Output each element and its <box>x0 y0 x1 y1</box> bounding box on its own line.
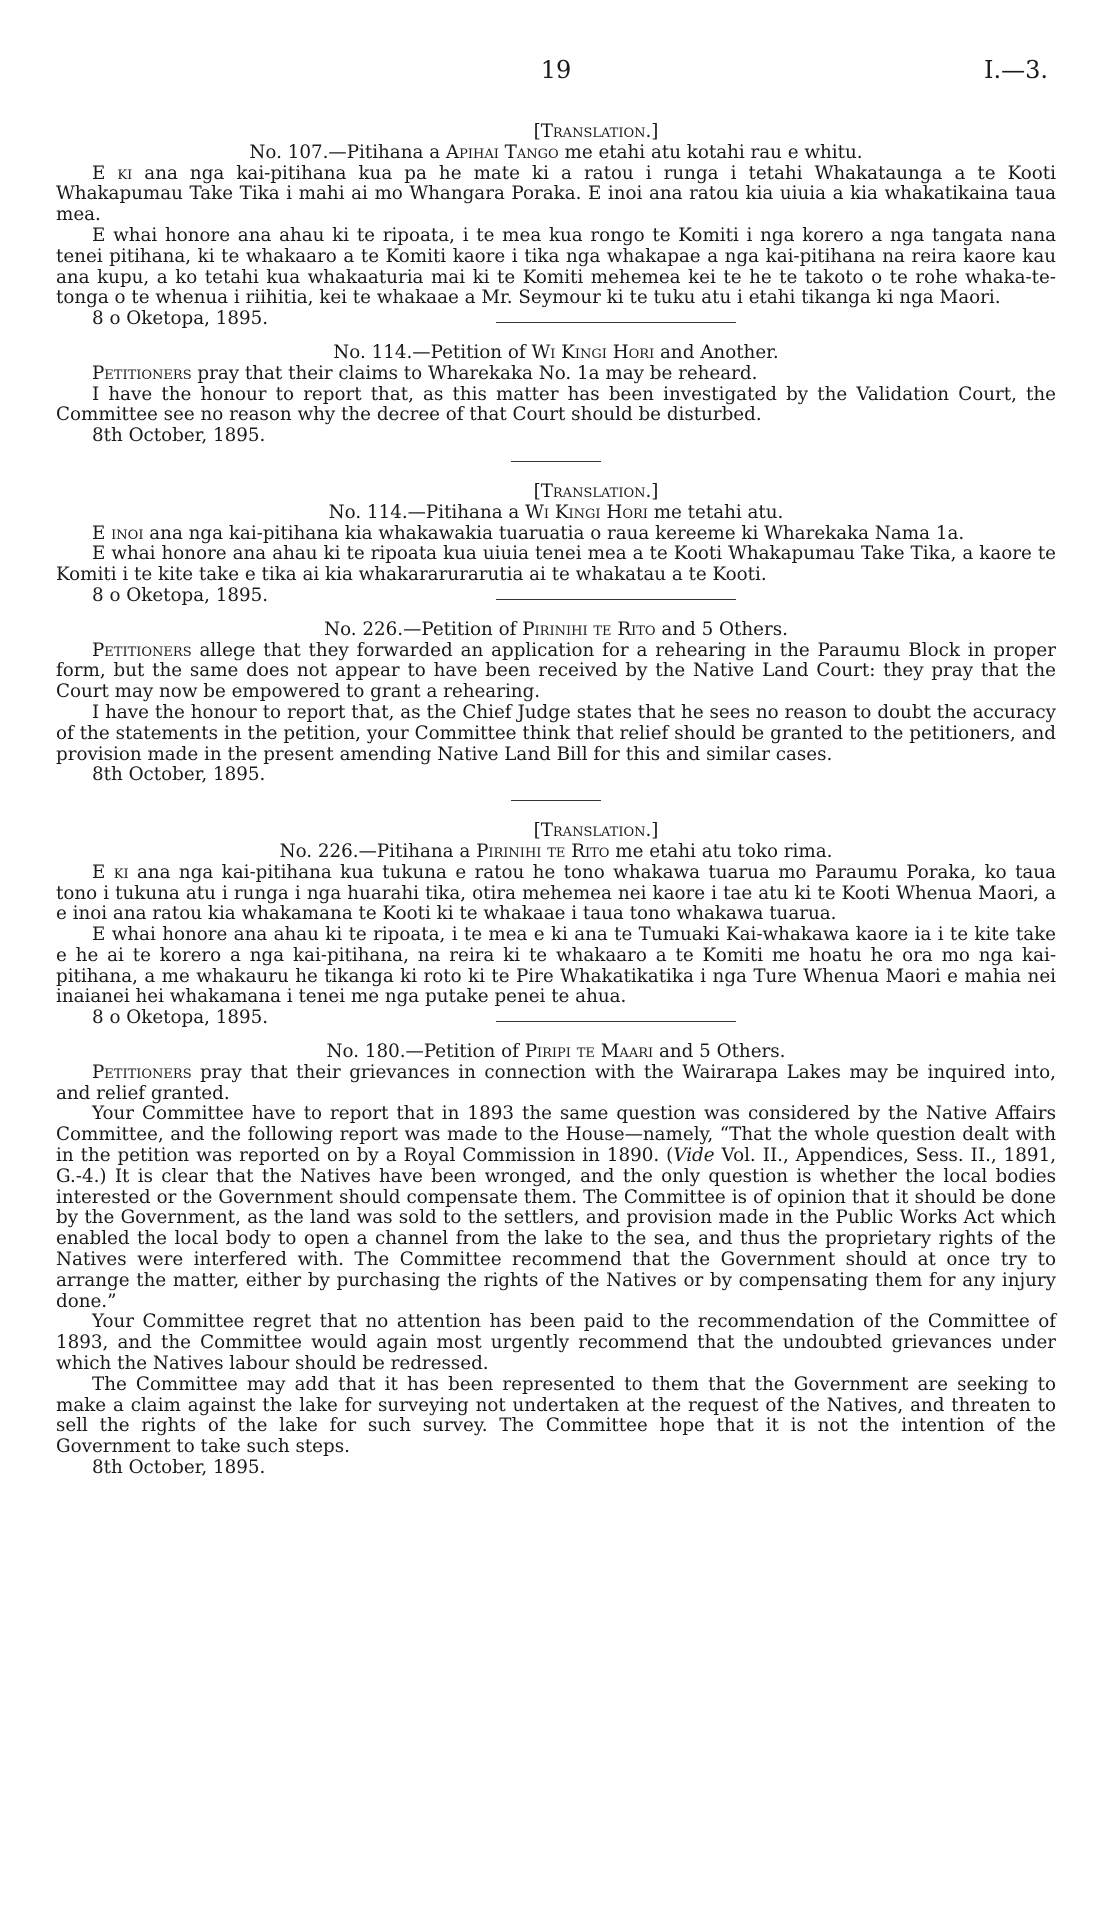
section-petition-226 <box>56 612 1056 801</box>
paragraph: Petitioners pray that their claims to Wharekaka No. 1a may be reheard. <box>92 362 758 384</box>
paragraph: E ki ana nga kai-pitihana kua pa he mate ki a ratou i runga i tetahi Whakataunga a te Kooti Whakapumau Take Tika i mahi ai mo Whangara Poraka. E inoi ana ratou kia uiuia a kia whakatikaina taua mea. <box>56 162 1056 226</box>
page-header <box>56 56 1056 94</box>
translation-label: [Translation.] <box>533 121 659 142</box>
section-date: 8 o Oketopa, 1895. <box>92 584 269 606</box>
section-petition-114 <box>56 335 1056 462</box>
paragraph: The Committee may add that it has been represented to them that the Government are seeking to make a claim against the lake for surveying not undertaken at the request of the Natives, and threaten to sell the rights of the lake for such survey. The Committee hope that it is not the intention of the Government to take such steps. <box>56 1373 1056 1458</box>
section-date: 8 o Oketopa, 1895. <box>92 308 269 330</box>
section-title: No. 226.—Pitihana a Pirinihi te Rito me etahi atu toko rima. <box>279 840 833 862</box>
document-page <box>56 56 1057 1479</box>
paragraph: E whai honore ana ahau ki te ripoata, i te mea e ki ana te Tumuaki Kai-whakawa kaore ia i te kite take e he ai te korero a nga kai-pitihana, na reira ki te whakaaro a te Komiti me hoatu he ora mo nga kai-pitihana, a me whakauru he tikanga ki roto ki te Pire Whakatikatika i nga Ture Whenua Maori e mahia nei inaianei hei whakamana i tenei me nga putake penei te ahua. <box>56 924 1056 1008</box>
paragraph: Petitioners allege that they forwarded an application for a rehearing in the Paraumu Block in proper form, but the same does not appear to have been received by the Native Land Court: they pray that the Court may now be empowered to grant a rehearing. <box>56 639 1056 703</box>
paragraph: I have the honour to report that, as the Chief Judge states that he sees no reason to doubt the accuracy of the statements in the petition, your Committee think that relief should be granted to the petitioners, and provision made in the present amending Native Land Bill for this and similar cases. <box>56 701 1056 765</box>
section-petition-107-translation <box>56 121 1056 330</box>
section-title: No. 226.—Petition of Pirinihi te Rito and 5 Others. <box>324 618 788 640</box>
section-title: No. 114.—Petition of Wi Kingi Hori and Another. <box>333 341 779 363</box>
section-date: 8 o Oketopa, 1895. <box>92 1007 269 1029</box>
section-title: No. 180.—Petition of Piripi te Maari and 5 Others. <box>326 1041 786 1063</box>
section-divider <box>511 461 601 462</box>
paragraph: Your Committee have to report that in 1893 the same question was considered by the Native Affairs Committee, and the following report was made to the House—namely, “That the whole question dealt with in the petition was reported on by a Royal Commission in 1890. (Vide Vol. II., Appendices, Sess. II., 1891, G.-4.) It is clear that the Natives have been wronged, and the only question is whether the local bodies interested or the Government should compensate them. The Committee is of opinion that it should be done by the Government, as the land was sold to the settlers, and provision made in the Public Works Act which enabled the local body to open a channel from the lake to the sea, and thus the proprietary rights of the Natives were interfered with. The Committee recommend that the Government should at once try to arrange the matter, either by purchasing the rights of the Natives or by compensating them for any injury done.” <box>56 1103 1057 1312</box>
section-date: 8th October, 1895. <box>92 1457 266 1479</box>
section-divider <box>496 599 736 600</box>
section-divider <box>511 800 601 801</box>
paragraph: E ki ana nga kai-pitihana kua tukuna e ratou he tono whakawa tuarua mo Paraumu Poraka, ko taua tono i tukuna atu i runga i nga huarahi tika, otira mehemea nei kaore i tae atu ki te Kooti Whenua Maori, a e inoi ana ratou kia whakamana te Kooti ki te whakaae i taua tono whakawa tuarua. <box>56 861 1056 925</box>
section-date: 8th October, 1895. <box>92 764 266 786</box>
document-reference: I.—3. <box>983 56 1048 84</box>
paragraph: E inoi ana nga kai-pitihana kia whakawakia tuaruatia o raua kereeme ki Wharekaka Nama 1a. <box>92 522 965 544</box>
translation-label: [Translation.] <box>533 480 659 502</box>
page-number: 19 <box>540 56 572 84</box>
section-petition-114-translation <box>56 480 1056 606</box>
section-title: No. 107.—Pitihana a Apihai Tango me etahi atu kotahi rau e whitu. <box>249 141 863 163</box>
paragraph: I have the honour to report that, as this matter has been investigated by the Validation Court, the Committee see no reason why the decree of that Court should be disturbed. <box>56 383 1056 426</box>
section-title: No. 114.—Pitihana a Wi Kingi Hori me tetahi atu. <box>328 501 784 523</box>
section-date: 8th October, 1895. <box>92 425 266 447</box>
section-petition-226-translation <box>56 820 1056 1029</box>
translation-label: [Translation.] <box>533 820 659 842</box>
paragraph: E whai honore ana ahau ki te ripoata kua uiuia tenei mea a te Kooti Whakapumau Take Tika, a kaore te Komiti i te kite take e tika ai kia whakararurarutia ai te whakatau a te Kooti. <box>56 543 1056 586</box>
section-divider <box>496 322 736 323</box>
paragraph: Petitioners pray that their grievances in connection with the Wairarapa Lakes may be inquired into, and relief granted. <box>56 1061 1056 1104</box>
section-divider <box>496 1021 736 1022</box>
paragraph: E whai honore ana ahau ki te ripoata, i te mea kua rongo te Komiti i nga korero a nga tangata nana tenei pitihana, ki te whakaaro a te Komiti kaore i tika nga whakapae a nga kai-pitihana na reira kaore kau ana kupu, a ko tetahi kua whakaaturia mai ki te Komiti mehemea kei te he te takoto o te rohe whaka-te-tonga o te whenua i riihitia, kei te whakaae a Mr. Seymour ki te tuku atu i etahi tikanga ki nga Maori. <box>56 224 1056 309</box>
paragraph: Your Committee regret that no attention has been paid to the recommendation of the Committee of 1893, and the Committee would again most urgently recommend that the undoubted grievances under which the Natives labour should be redressed. <box>56 1311 1056 1375</box>
section-petition-180 <box>56 1034 1056 1479</box>
